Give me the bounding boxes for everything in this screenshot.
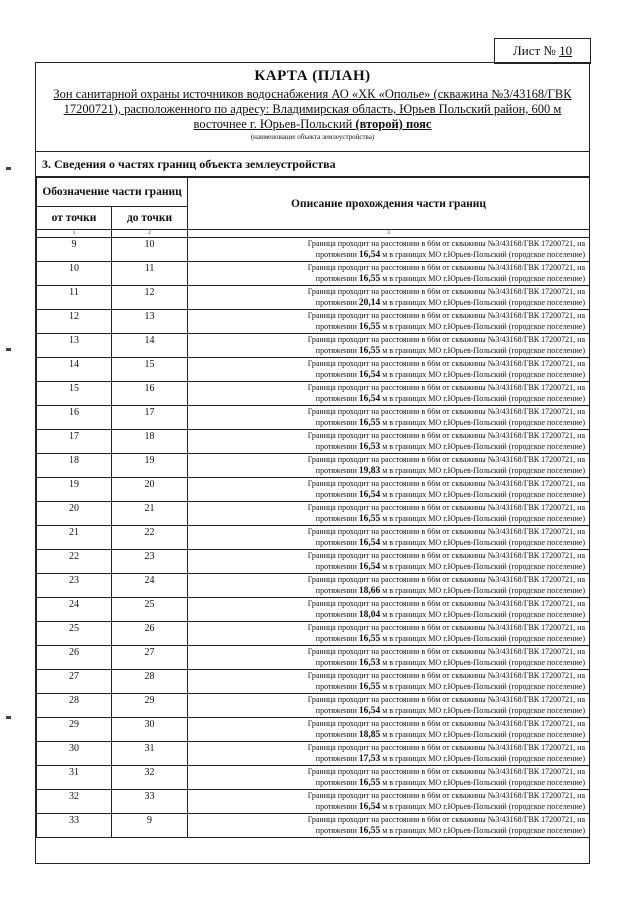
description-cell <box>188 454 590 478</box>
length-suffix: м в границах МО г.Юрьев-Польский (городское поселение) <box>380 658 586 667</box>
description-line: Граница проходит на расстоянии в 66м от скважины №3/43168/ГВК 17200721, на <box>307 431 586 440</box>
description-cell <box>188 766 590 790</box>
table-row <box>37 550 590 574</box>
segment-length: 16,55 <box>358 826 381 836</box>
description-line <box>188 393 585 405</box>
length-suffix: м в границах МО г.Юрьев-Польский (городское поселение) <box>380 682 586 691</box>
description-line <box>188 297 585 309</box>
table-row <box>37 622 590 646</box>
description-line <box>188 705 585 717</box>
from-point-cell: 20 <box>37 502 112 526</box>
designation-header: Обозначение части границ <box>37 178 188 207</box>
table-row <box>37 238 590 262</box>
description-line: Граница проходит на расстоянии в 66м от скважины №3/43168/ГВК 17200721, на <box>307 455 586 464</box>
to-point-cell: 30 <box>112 718 188 742</box>
to-point-cell: 32 <box>112 766 188 790</box>
sheet-number-box <box>494 38 591 64</box>
description-line: Граница проходит на расстоянии в 66м от скважины №3/43168/ГВК 17200721, на <box>307 479 586 488</box>
length-suffix: м в границах МО г.Юрьев-Польский (городское поселение) <box>380 250 586 259</box>
segment-length: 16,54 <box>358 706 381 716</box>
from-point-cell: 25 <box>37 622 112 646</box>
description-line <box>188 585 585 597</box>
table-row <box>37 814 590 838</box>
object-description-belt: (второй) пояс <box>355 117 432 131</box>
from-point-cell: 22 <box>37 550 112 574</box>
description-cell <box>188 694 590 718</box>
segment-length: 16,54 <box>358 490 381 500</box>
length-suffix: м в границах МО г.Юрьев-Польский (городское поселение) <box>380 778 586 787</box>
to-point-cell: 29 <box>112 694 188 718</box>
description-line: Граница проходит на расстоянии в 66м от скважины №3/43168/ГВК 17200721, на <box>307 335 586 344</box>
segment-length: 18,85 <box>358 730 381 740</box>
sheet-number: 10 <box>559 43 573 58</box>
to-point-header: до точки <box>112 207 188 230</box>
length-prefix: протяжении <box>315 730 359 739</box>
from-point-cell: 10 <box>37 262 112 286</box>
description-cell <box>188 358 590 382</box>
description-line: Граница проходит на расстоянии в 66м от скважины №3/43168/ГВК 17200721, на <box>307 719 586 728</box>
description-line <box>188 561 585 573</box>
to-point-cell: 31 <box>112 742 188 766</box>
description-line: Граница проходит на расстоянии в 66м от скважины №3/43168/ГВК 17200721, на <box>307 527 586 536</box>
to-point-cell: 23 <box>112 550 188 574</box>
length-prefix: протяжении <box>315 658 359 667</box>
segment-length: 18,66 <box>358 586 381 596</box>
description-line <box>188 681 585 693</box>
description-line <box>188 657 585 669</box>
table-row <box>37 766 590 790</box>
description-cell <box>188 670 590 694</box>
to-point-cell: 13 <box>112 310 188 334</box>
length-suffix: м в границах МО г.Юрьев-Польский (городское поселение) <box>380 442 586 451</box>
table-row <box>37 742 590 766</box>
length-suffix: м в границах МО г.Юрьев-Польский (городское поселение) <box>380 826 586 835</box>
description-header: Описание прохождения части границ <box>188 178 590 230</box>
description-line <box>188 249 585 261</box>
length-prefix: протяжении <box>315 394 359 403</box>
description-line: Граница проходит на расстоянии в 66м от скважины №3/43168/ГВК 17200721, на <box>307 623 586 632</box>
to-point-cell: 26 <box>112 622 188 646</box>
description-line: Граница проходит на расстоянии в 66м от скважины №3/43168/ГВК 17200721, на <box>307 767 586 776</box>
table-row <box>37 262 590 286</box>
description-line: Граница проходит на расстоянии в 66м от скважины №3/43168/ГВК 17200721, на <box>307 551 586 560</box>
to-point-cell: 33 <box>112 790 188 814</box>
segment-length: 16,54 <box>358 394 381 404</box>
description-line <box>188 321 585 333</box>
to-point-cell: 22 <box>112 526 188 550</box>
length-prefix: протяжении <box>315 802 359 811</box>
table-row <box>37 790 590 814</box>
length-prefix: протяжении <box>315 586 359 595</box>
boundary-parts-table <box>36 177 590 838</box>
length-prefix: протяжении <box>315 442 359 451</box>
length-prefix: протяжении <box>315 826 359 835</box>
segment-length: 18,04 <box>358 610 381 620</box>
length-prefix: протяжении <box>315 634 359 643</box>
description-line <box>188 513 585 525</box>
from-point-cell: 23 <box>37 574 112 598</box>
segment-length: 16,55 <box>358 778 381 788</box>
from-point-cell: 12 <box>37 310 112 334</box>
length-prefix: протяжении <box>315 466 359 475</box>
description-line <box>188 609 585 621</box>
description-cell <box>188 406 590 430</box>
length-prefix: протяжении <box>315 490 359 499</box>
length-suffix: м в границах МО г.Юрьев-Польский (городское поселение) <box>380 298 586 307</box>
from-point-cell: 32 <box>37 790 112 814</box>
from-point-cell: 13 <box>37 334 112 358</box>
description-cell <box>188 430 590 454</box>
description-cell <box>188 238 590 262</box>
description-line <box>188 729 585 741</box>
length-suffix: м в границах МО г.Юрьев-Польский (городское поселение) <box>380 610 586 619</box>
description-cell <box>188 382 590 406</box>
length-prefix: протяжении <box>315 250 359 259</box>
table-row <box>37 718 590 742</box>
description-line: Граница проходит на расстоянии в 66м от скважины №3/43168/ГВК 17200721, на <box>307 743 586 752</box>
description-line: Граница проходит на расстоянии в 66м от скважины №3/43168/ГВК 17200721, на <box>307 239 586 248</box>
length-suffix: м в границах МО г.Юрьев-Польский (городское поселение) <box>380 562 586 571</box>
description-line <box>188 753 585 765</box>
from-point-cell: 14 <box>37 358 112 382</box>
from-point-header: от точки <box>37 207 112 230</box>
description-line <box>188 537 585 549</box>
description-line: Граница проходит на расстоянии в 66м от скважины №3/43168/ГВК 17200721, на <box>307 599 586 608</box>
table-row <box>37 358 590 382</box>
description-line <box>188 441 585 453</box>
table-row <box>37 406 590 430</box>
length-suffix: м в границах МО г.Юрьев-Польский (городское поселение) <box>380 370 586 379</box>
length-suffix: м в границах МО г.Юрьев-Польский (городское поселение) <box>380 802 586 811</box>
description-line <box>188 777 585 789</box>
object-caption: (наименование объекта землеустройства) <box>250 133 375 141</box>
length-suffix: м в границах МО г.Юрьев-Польский (городское поселение) <box>380 538 586 547</box>
to-point-cell: 18 <box>112 430 188 454</box>
object-description <box>36 87 589 132</box>
object-description-text: Зон санитарной охраны источников водоснабжения АО «ХК «Ополье» (скважина №3/43168/ГВК 17200721), расположенного по адресу: Владимирская область, Юрьев Польский район, 600 м восточнее г. Юрьев-Польский <box>53 87 572 131</box>
description-cell <box>188 718 590 742</box>
segment-length: 16,53 <box>358 442 381 452</box>
to-point-cell: 14 <box>112 334 188 358</box>
segment-length: 16,55 <box>358 418 381 428</box>
length-prefix: протяжении <box>315 754 359 763</box>
description-line: Граница проходит на расстоянии в 66м от скважины №3/43168/ГВК 17200721, на <box>307 503 586 512</box>
title-block <box>36 63 589 152</box>
segment-length: 19,83 <box>358 466 381 476</box>
description-line <box>188 825 585 837</box>
from-point-cell: 21 <box>37 526 112 550</box>
segment-length: 16,54 <box>358 250 381 260</box>
table-row <box>37 694 590 718</box>
description-cell <box>188 334 590 358</box>
length-prefix: протяжении <box>315 370 359 379</box>
from-point-cell: 28 <box>37 694 112 718</box>
description-cell <box>188 286 590 310</box>
description-line: Граница проходит на расстоянии в 66м от скважины №3/43168/ГВК 17200721, на <box>307 695 586 704</box>
description-line: Граница проходит на расстоянии в 66м от скважины №3/43168/ГВК 17200721, на <box>307 791 586 800</box>
table-row <box>37 430 590 454</box>
to-point-cell: 24 <box>112 574 188 598</box>
table-row <box>37 526 590 550</box>
length-prefix: протяжении <box>315 610 359 619</box>
description-line: Граница проходит на расстоянии в 66м от скважины №3/43168/ГВК 17200721, на <box>307 359 586 368</box>
length-suffix: м в границах МО г.Юрьев-Польский (городское поселение) <box>380 394 586 403</box>
segment-length: 16,54 <box>358 802 381 812</box>
segment-length: 20,14 <box>358 298 381 308</box>
description-line: Граница проходит на расстоянии в 66м от скважины №3/43168/ГВК 17200721, на <box>307 407 586 416</box>
from-point-cell: 19 <box>37 478 112 502</box>
length-prefix: протяжении <box>315 706 359 715</box>
length-prefix: протяжении <box>315 418 359 427</box>
section-title: 3. Сведения о частях границ объекта землеустройства <box>36 151 589 177</box>
column-number: 2 <box>112 230 188 238</box>
to-point-cell: 11 <box>112 262 188 286</box>
description-cell <box>188 526 590 550</box>
description-cell <box>188 310 590 334</box>
description-line <box>188 369 585 381</box>
description-cell <box>188 814 590 838</box>
segment-length: 16,54 <box>358 562 381 572</box>
description-line <box>188 345 585 357</box>
length-suffix: м в границах МО г.Юрьев-Польский (городское поселение) <box>380 706 586 715</box>
from-point-cell: 17 <box>37 430 112 454</box>
segment-length: 16,54 <box>358 370 381 380</box>
to-point-cell: 28 <box>112 670 188 694</box>
description-cell <box>188 790 590 814</box>
length-prefix: протяжении <box>315 274 359 283</box>
to-point-cell: 15 <box>112 358 188 382</box>
document-frame <box>35 62 590 864</box>
to-point-cell: 25 <box>112 598 188 622</box>
length-prefix: протяжении <box>315 298 359 307</box>
scan-artifact-mark <box>6 167 11 170</box>
table-body <box>37 238 590 838</box>
length-prefix: протяжении <box>315 346 359 355</box>
length-suffix: м в границах МО г.Юрьев-Польский (городское поселение) <box>380 346 586 355</box>
length-suffix: м в границах МО г.Юрьев-Польский (городское поселение) <box>380 322 586 331</box>
table-row <box>37 646 590 670</box>
table-row <box>37 334 590 358</box>
from-point-cell: 26 <box>37 646 112 670</box>
table-row <box>37 478 590 502</box>
to-point-cell: 17 <box>112 406 188 430</box>
length-prefix: протяжении <box>315 514 359 523</box>
description-cell <box>188 262 590 286</box>
to-point-cell: 21 <box>112 502 188 526</box>
description-line: Граница проходит на расстоянии в 66м от скважины №3/43168/ГВК 17200721, на <box>307 815 586 824</box>
segment-length: 16,55 <box>358 514 381 524</box>
from-point-cell: 15 <box>37 382 112 406</box>
description-line: Граница проходит на расстоянии в 66м от скважины №3/43168/ГВК 17200721, на <box>307 287 586 296</box>
from-point-cell: 18 <box>37 454 112 478</box>
description-line: Граница проходит на расстоянии в 66м от скважины №3/43168/ГВК 17200721, на <box>307 575 586 584</box>
description-line: Граница проходит на расстоянии в 66м от скважины №3/43168/ГВК 17200721, на <box>307 311 586 320</box>
description-line <box>188 273 585 285</box>
from-point-cell: 33 <box>37 814 112 838</box>
page-title: КАРТА (ПЛАН) <box>254 68 371 84</box>
segment-length: 16,55 <box>358 634 381 644</box>
description-line: Граница проходит на расстоянии в 66м от скважины №3/43168/ГВК 17200721, на <box>307 671 586 680</box>
description-cell <box>188 550 590 574</box>
description-cell <box>188 742 590 766</box>
to-point-cell: 27 <box>112 646 188 670</box>
description-line <box>188 801 585 813</box>
segment-length: 16,54 <box>358 538 381 548</box>
description-line: Граница проходит на расстоянии в 66м от скважины №3/43168/ГВК 17200721, на <box>307 263 586 272</box>
table-row <box>37 670 590 694</box>
length-suffix: м в границах МО г.Юрьев-Польский (городское поселение) <box>380 586 586 595</box>
table-row <box>37 310 590 334</box>
column-number: 3 <box>188 230 590 238</box>
table-row <box>37 502 590 526</box>
length-suffix: м в границах МО г.Юрьев-Польский (городское поселение) <box>380 730 586 739</box>
length-suffix: м в границах МО г.Юрьев-Польский (городское поселение) <box>380 466 586 475</box>
description-cell <box>188 574 590 598</box>
to-point-cell: 20 <box>112 478 188 502</box>
length-suffix: м в границах МО г.Юрьев-Польский (городское поселение) <box>380 490 586 499</box>
from-point-cell: 29 <box>37 718 112 742</box>
from-point-cell: 9 <box>37 238 112 262</box>
length-suffix: м в границах МО г.Юрьев-Польский (городское поселение) <box>380 754 586 763</box>
from-point-cell: 11 <box>37 286 112 310</box>
from-point-cell: 30 <box>37 742 112 766</box>
from-point-cell: 31 <box>37 766 112 790</box>
table-row <box>37 598 590 622</box>
from-point-cell: 27 <box>37 670 112 694</box>
length-prefix: протяжении <box>315 778 359 787</box>
length-prefix: протяжении <box>315 322 359 331</box>
table-row <box>37 286 590 310</box>
segment-length: 16,53 <box>358 658 381 668</box>
from-point-cell: 24 <box>37 598 112 622</box>
to-point-cell: 16 <box>112 382 188 406</box>
length-suffix: м в границах МО г.Юрьев-Польский (городское поселение) <box>380 418 586 427</box>
description-cell <box>188 502 590 526</box>
description-line: Граница проходит на расстоянии в 66м от скважины №3/43168/ГВК 17200721, на <box>307 383 586 392</box>
segment-length: 16,55 <box>358 346 381 356</box>
length-suffix: м в границах МО г.Юрьев-Польский (городское поселение) <box>380 274 586 283</box>
segment-length: 17,53 <box>358 754 381 764</box>
length-suffix: м в границах МО г.Юрьев-Польский (городское поселение) <box>380 634 586 643</box>
table-row <box>37 454 590 478</box>
description-cell <box>188 622 590 646</box>
description-line <box>188 633 585 645</box>
to-point-cell: 19 <box>112 454 188 478</box>
from-point-cell: 16 <box>37 406 112 430</box>
description-line <box>188 417 585 429</box>
table-row <box>37 382 590 406</box>
description-line <box>188 465 585 477</box>
description-line <box>188 489 585 501</box>
length-suffix: м в границах МО г.Юрьев-Польский (городское поселение) <box>380 514 586 523</box>
description-cell <box>188 478 590 502</box>
length-prefix: протяжении <box>315 538 359 547</box>
to-point-cell: 12 <box>112 286 188 310</box>
segment-length: 16,55 <box>358 322 381 332</box>
length-prefix: протяжении <box>315 682 359 691</box>
segment-length: 16,55 <box>358 682 381 692</box>
table-row <box>37 574 590 598</box>
sheet-label: Лист № <box>512 43 556 58</box>
description-line: Граница проходит на расстоянии в 66м от скважины №3/43168/ГВК 17200721, на <box>307 647 586 656</box>
column-number: 1 <box>37 230 112 238</box>
description-cell <box>188 646 590 670</box>
description-cell <box>188 598 590 622</box>
to-point-cell: 9 <box>112 814 188 838</box>
scan-artifact-mark <box>6 348 11 351</box>
scan-artifact-mark <box>6 716 11 719</box>
segment-length: 16,55 <box>358 274 381 284</box>
length-prefix: протяжении <box>315 562 359 571</box>
to-point-cell: 10 <box>112 238 188 262</box>
